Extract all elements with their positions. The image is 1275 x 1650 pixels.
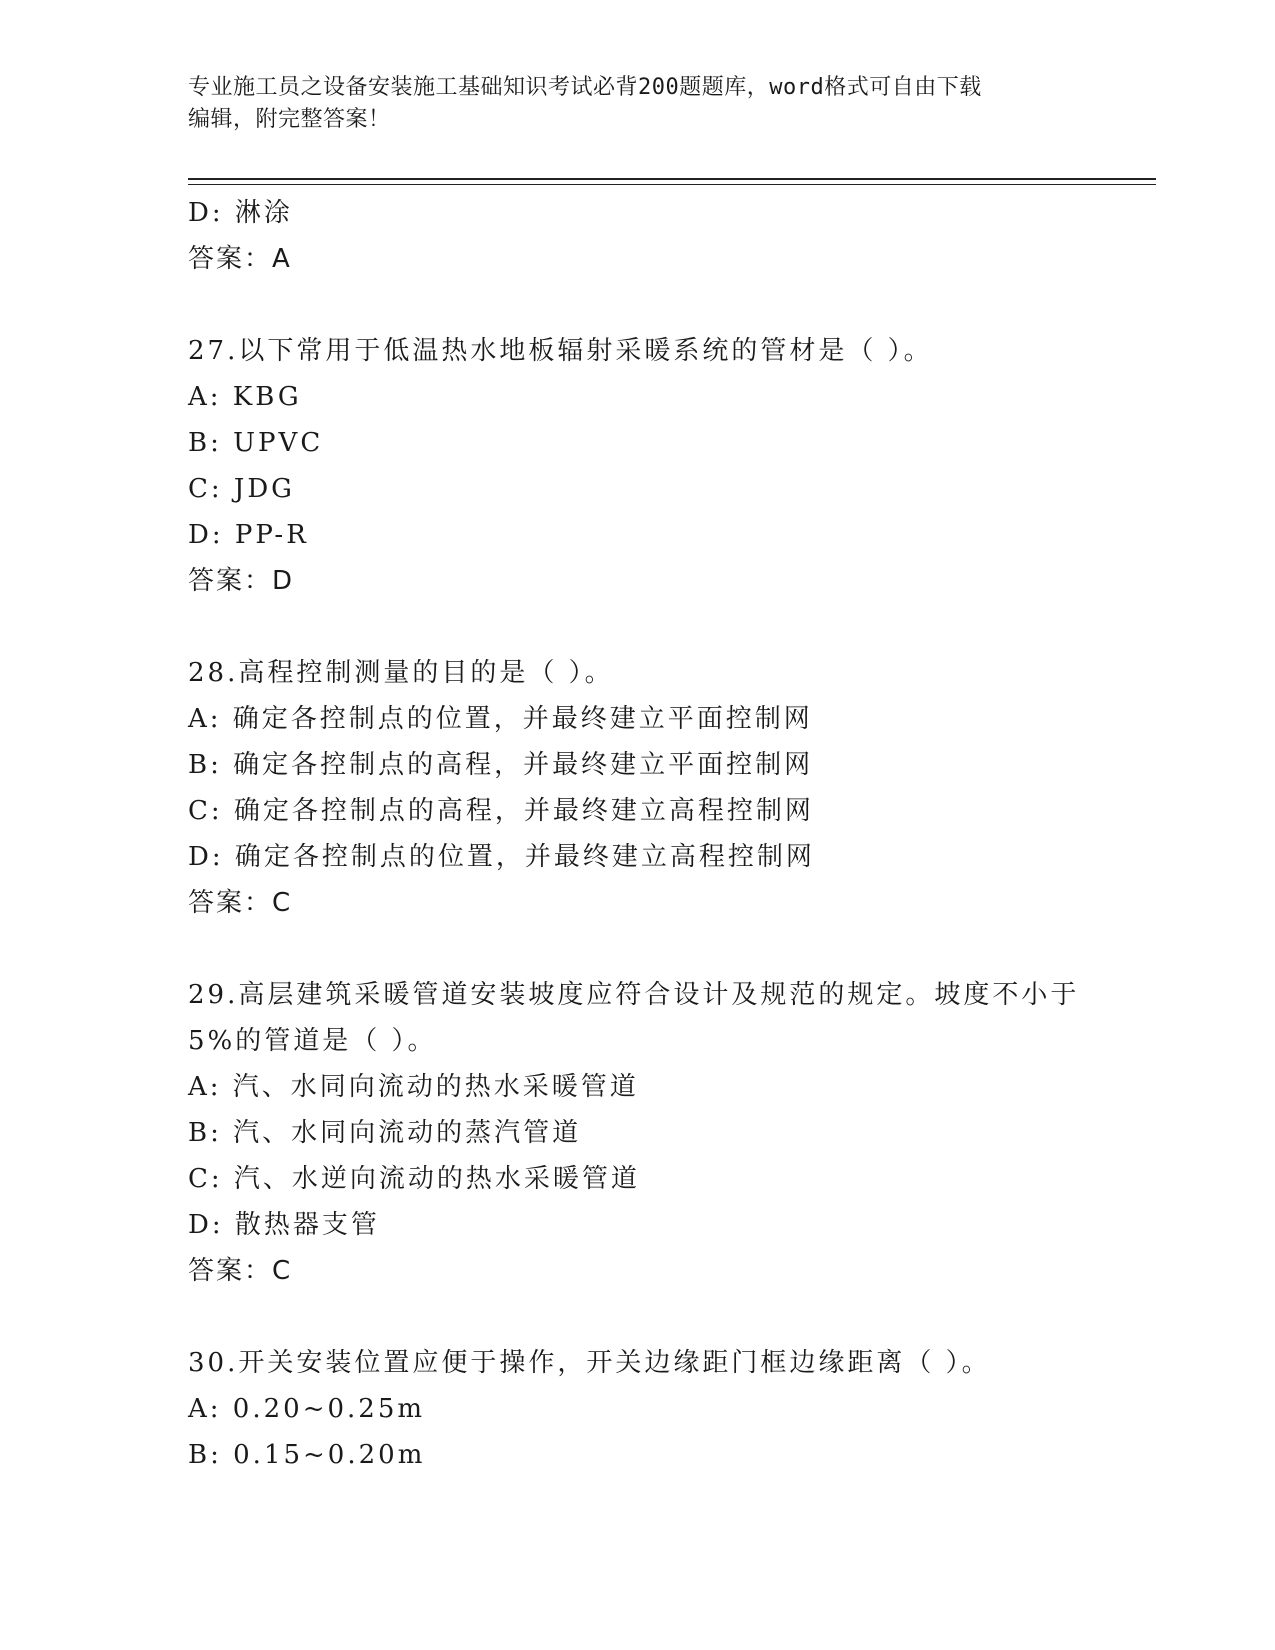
option-b: B: 确定各控制点的高程，并最终建立平面控制网: [188, 750, 814, 780]
question-text: 30.开关安装位置应便于操作，开关边缘距门框边缘距离（ ）。: [188, 1348, 991, 1378]
question-text-line2: 5%的管道是（ ）。: [188, 1026, 437, 1056]
question-30: [188, 1340, 1148, 1478]
option-a: A: 0.20~0.25m: [188, 1394, 426, 1424]
page-header: [188, 72, 1088, 136]
option-b: B: 0.15~0.20m: [188, 1440, 426, 1470]
option-d: D: PP-R: [188, 520, 309, 550]
option-d: D: 确定各控制点的位置，并最终建立高程控制网: [188, 842, 815, 872]
option-d: D: 散热器支管: [188, 1210, 380, 1240]
option-a: A: KBG: [188, 382, 302, 412]
header-title-line2: 编辑，附完整答案！: [188, 107, 391, 132]
question-text-line1: 29.高层建筑采暖管道安装坡度应符合设计及规范的规定。坡度不小于: [188, 980, 1080, 1010]
question-text: 27.以下常用于低温热水地板辐射采暖系统的管材是（ ）。: [188, 336, 933, 366]
answer: 答案：D: [188, 566, 295, 596]
question-27: [188, 328, 1148, 604]
answer: 答案：C: [188, 888, 293, 918]
question-29: [188, 972, 1148, 1294]
option-c: C: JDG: [188, 474, 295, 504]
option-c: C: 确定各控制点的高程，并最终建立高程控制网: [188, 796, 814, 826]
option-a: A: 汽、水同向流动的热水采暖管道: [188, 1072, 639, 1102]
option-d: D: 淋涂: [188, 198, 293, 228]
option-b: B: 汽、水同向流动的蒸汽管道: [188, 1118, 582, 1148]
header-title-line1: 专业施工员之设备安装施工基础知识考试必背200题题库，word格式可自由下载: [188, 75, 982, 100]
answer: 答案：C: [188, 1256, 293, 1286]
option-b: B: UPVC: [188, 428, 324, 458]
answer: 答案：A: [188, 244, 292, 274]
header-divider-thick: [188, 178, 1156, 180]
question-28: [188, 650, 1148, 926]
question-list: [188, 190, 1148, 1478]
question-26: [188, 190, 1148, 282]
option-c: C: 汽、水逆向流动的热水采暖管道: [188, 1164, 640, 1194]
option-a: A: 确定各控制点的位置，并最终建立平面控制网: [188, 704, 813, 734]
header-divider-thin: [188, 184, 1156, 185]
question-text: 28.高程控制测量的目的是（ ）。: [188, 658, 614, 688]
